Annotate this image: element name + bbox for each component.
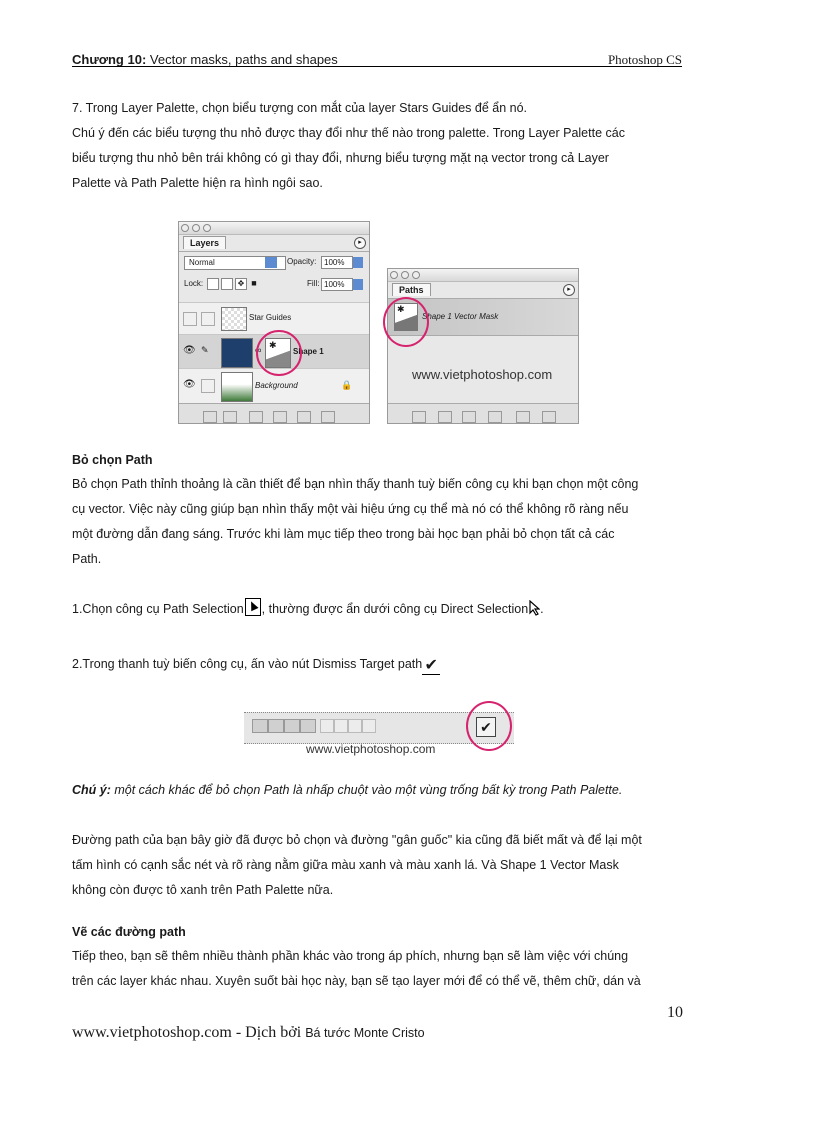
result-line1: Đường path của bạn bây giờ đã được bỏ chọn và đường "gân guốc" kia cũng đã biết mất và để lại một: [72, 833, 642, 847]
eye-icon[interactable]: 👁: [183, 345, 196, 356]
trash-icon[interactable]: [542, 411, 556, 423]
note-text: một cách khác để bỏ chọn Path là nhấp chuột vào một vùng trống bất kỳ trong Path Palette.: [114, 783, 623, 797]
link-toggle[interactable]: [201, 379, 215, 393]
highlight-ring: [466, 701, 512, 751]
align-icon[interactable]: [334, 719, 348, 733]
path-name: Shape 1 Vector Mask: [422, 312, 499, 321]
footer-site[interactable]: www.vietphotoshop.com: [72, 1024, 232, 1041]
note-label: Chú ý:: [72, 783, 111, 797]
step7-paragraph: [72, 96, 692, 196]
deselect-line2: cụ vector. Việc này cũng giúp bạn nhìn thấy một vài hiệu ứng cụ thể mà nó có thể không rõ ràng nếu: [72, 502, 629, 516]
layers-tab[interactable]: Layers: [183, 236, 226, 249]
trash-icon[interactable]: [321, 411, 335, 423]
opacity-slider-icon[interactable]: [353, 257, 363, 268]
align-icon[interactable]: [320, 719, 334, 733]
footer-translated-by: - Dịch bởi: [231, 1024, 302, 1041]
star-icon: ✱: [269, 340, 277, 350]
drawing-heading: Vẽ các đường path: [72, 925, 186, 939]
chain-link-icon: ∞: [255, 345, 262, 355]
lock-position-icon[interactable]: ✥: [235, 278, 247, 290]
lock-transparency-icon[interactable]: [207, 278, 219, 290]
new-path-icon[interactable]: [516, 411, 530, 423]
dismiss-target-path-button[interactable]: ✔: [476, 717, 496, 737]
note-line: [72, 778, 692, 803]
layer-style-icon[interactable]: [203, 411, 217, 423]
layers-panel: [178, 221, 370, 424]
dismiss-target-path-icon: ✔: [422, 658, 440, 675]
header-rule: [72, 66, 682, 67]
step7-line3: biểu tượng thu nhỏ bên trái không có gì thay đổi, nhưng biểu tượng mặt nạ vector trong cả Layer: [72, 151, 609, 165]
paths-menu-icon[interactable]: ▸: [563, 284, 575, 296]
lock-all-icon[interactable]: ■: [251, 278, 257, 288]
opacity-label: Opacity:: [287, 257, 317, 266]
layer-name: Background: [255, 381, 298, 390]
paths-footer-toolbar: [388, 403, 578, 423]
lock-icon: 🔒: [341, 380, 353, 390]
visibility-toggle[interactable]: [183, 312, 197, 326]
new-group-icon[interactable]: [249, 411, 263, 423]
layers-footer-toolbar: [179, 403, 369, 423]
layers-titlebar: [179, 222, 369, 235]
deselect-line4: Path.: [72, 552, 102, 566]
app-name: Photoshop CS: [607, 52, 682, 67]
step1-text-2: , thường được ẩn dưới công cụ Direct Selection: [261, 602, 529, 616]
step7-line1: 7. Trong Layer Palette, chọn biểu tượng con mắt của layer Stars Guides để ẩn nó.: [72, 101, 528, 115]
paths-tab[interactable]: Paths: [392, 283, 431, 296]
chapter-label: Chương 10:: [72, 52, 147, 67]
path-selection-icon: [245, 598, 261, 616]
step7-line4: Palette và Path Palette hiện ra hình ngôi sao.: [72, 176, 323, 190]
star-icon: ✱: [397, 304, 405, 314]
eye-icon[interactable]: 👁: [183, 379, 196, 390]
drawing-line1: Tiếp theo, bạn sẽ thêm nhiều thành phần khác vào trong áp phích, nhưng bạn sẽ làm việc với chúng: [72, 949, 629, 963]
chapter-header: [72, 52, 338, 67]
result-paragraph: [72, 828, 692, 903]
layer-thumbnail: [221, 307, 247, 331]
lock-pixels-icon[interactable]: [221, 278, 233, 290]
fill-slider-icon[interactable]: [353, 279, 363, 290]
layer-name: Shape 1: [293, 347, 324, 356]
drawing-line2: trên các layer khác nhau. Xuyên suốt bài học này, bạn sẽ tạo layer mới để có thể vẽ, thêm chữ, dán và: [72, 974, 641, 988]
result-line3: không còn được tô xanh trên Path Palette nữa.: [72, 883, 334, 897]
direct-selection-icon: [528, 600, 540, 616]
opacity-input[interactable]: 100%: [321, 256, 353, 269]
deselect-line1: Bỏ chọn Path thỉnh thoảng là cần thiết để bạn nhìn thấy thanh tuỳ biến công cụ khi bạn chọn một công: [72, 477, 639, 491]
page-number: 10: [667, 1004, 683, 1021]
footer: [72, 1024, 425, 1042]
drawing-paragraph: [72, 944, 692, 994]
footer-translator: Bá tước Monte Cristo: [305, 1026, 425, 1040]
blend-mode-value: Normal: [189, 258, 215, 267]
deselect-paragraph: [72, 472, 692, 572]
stroke-path-icon[interactable]: [438, 411, 452, 423]
path-op-subtract-icon[interactable]: [268, 719, 284, 733]
step2-text: 2.Trong thanh tuỳ biến công cụ, ấn vào nút Dismiss Target path: [72, 657, 423, 671]
step1-line: [72, 597, 692, 622]
load-selection-icon[interactable]: [462, 411, 476, 423]
result-line2: tấm hình có cạnh sắc nét và rõ ràng nằm giữa màu xanh và màu xanh lá. Và Shape 1 Vector Mask: [72, 858, 619, 872]
step7-line2: Chú ý đến các biểu tượng thu nhỏ được thay đổi như thế nào trong palette. Trong Layer Palette các: [72, 126, 625, 140]
adjustment-layer-icon[interactable]: [273, 411, 287, 423]
layers-menu-icon[interactable]: ▸: [354, 237, 366, 249]
toolbar-watermark: www.vietphotoshop.com: [306, 742, 436, 756]
step1-text-1: 1.Chọn công cụ Path Selection: [72, 602, 244, 616]
deselect-line3: một đường dẫn đang sáng. Trước khi làm mục tiếp theo trong bài học bạn phải bỏ chọn tất cả các: [72, 527, 615, 541]
align-icon[interactable]: [362, 719, 376, 733]
new-layer-icon[interactable]: [297, 411, 311, 423]
chapter-title: Vector masks, paths and shapes: [149, 52, 338, 67]
fill-input[interactable]: 100%: [321, 278, 353, 291]
layer-name: Star Guides: [249, 313, 292, 322]
step2-line: [72, 652, 692, 677]
path-op-add-icon[interactable]: [252, 719, 268, 733]
blend-dropdown-icon[interactable]: [265, 257, 277, 268]
step1-text-3: .: [540, 602, 544, 616]
lock-label: Lock:: [184, 279, 204, 288]
layer-thumbnail: [221, 338, 253, 368]
paths-watermark: www.vietphotoshop.com: [412, 367, 553, 382]
fill-label: Fill:: [307, 279, 320, 288]
highlight-ring: [256, 330, 302, 376]
add-mask-icon[interactable]: [223, 411, 237, 423]
fill-path-icon[interactable]: [412, 411, 426, 423]
deselect-heading: Bỏ chọn Path: [72, 453, 153, 467]
brush-icon: ✎: [201, 345, 209, 355]
highlight-ring: [383, 297, 429, 347]
path-op-exclude-icon[interactable]: [300, 719, 316, 733]
paths-titlebar: [388, 269, 578, 282]
layer-thumbnail: [221, 372, 253, 402]
align-icon[interactable]: [348, 719, 362, 733]
path-op-intersect-icon[interactable]: [284, 719, 300, 733]
link-toggle[interactable]: [201, 312, 215, 326]
paths-panel: [387, 268, 579, 424]
make-workpath-icon[interactable]: [488, 411, 502, 423]
